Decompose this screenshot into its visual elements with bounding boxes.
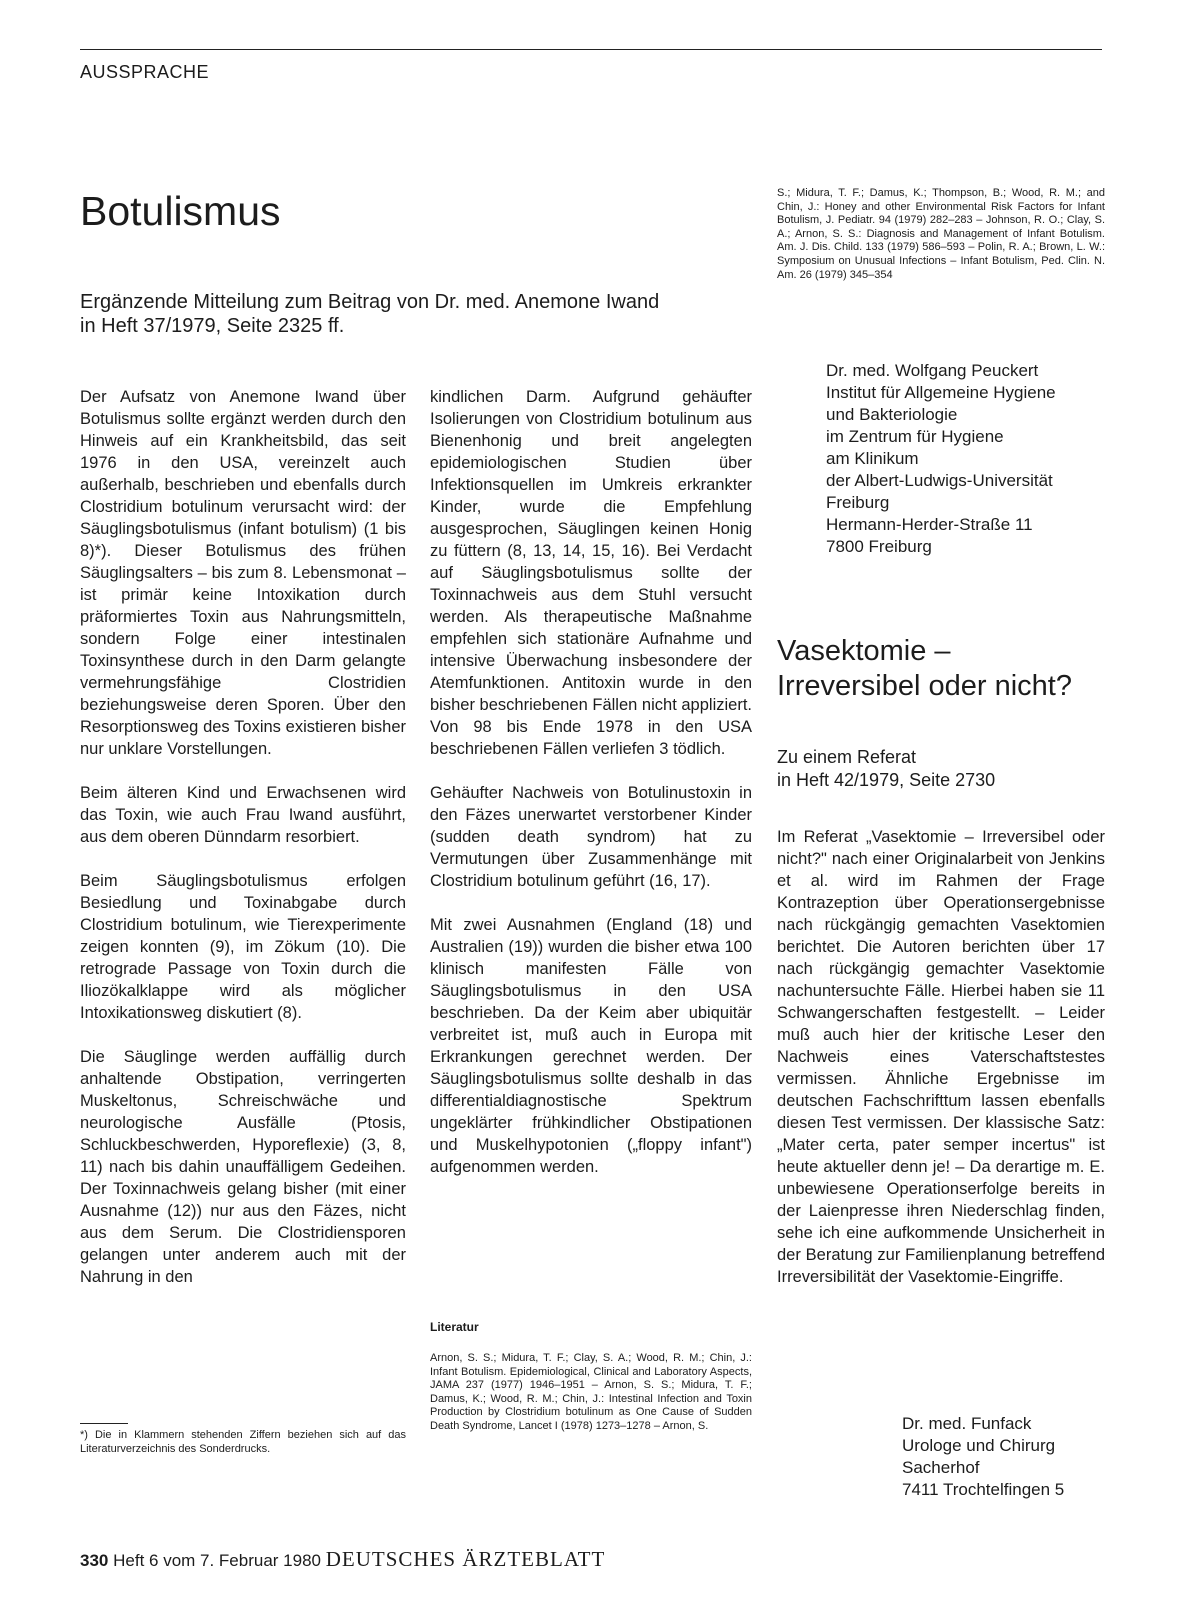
- article-title-vasektomie: [777, 634, 1072, 704]
- address-line: am Klinikum: [826, 449, 919, 468]
- address-line: und Bakteriologie: [826, 405, 958, 424]
- subtitle-line: Zu einem Referat: [777, 747, 917, 767]
- title-line: Vasektomie –: [777, 635, 951, 667]
- page-number: 330: [80, 1551, 109, 1570]
- journal-name: DEUTSCHES ÄRZTEBLATT: [325, 1547, 606, 1571]
- address-line: Dr. med. Funfack: [902, 1414, 1032, 1433]
- address-line: Dr. med. Wolfgang Peuckert: [826, 361, 1039, 380]
- issue-info: Heft 6 vom 7. Februar 1980: [113, 1551, 321, 1570]
- author-address-peuckert: [826, 360, 1056, 558]
- section-label: AUSSPRACHE: [80, 62, 210, 82]
- article-column-3: [777, 826, 1105, 1310]
- address-line: Sacherhof: [902, 1458, 980, 1477]
- address-line: der Albert-Ludwigs-Universität: [826, 471, 1053, 490]
- article-subtitle-botulismus: [80, 290, 760, 338]
- address-line: Urologe und Chirurg: [902, 1436, 1056, 1455]
- paragraph: Gehäufter Nachweis von Botulinustoxin in den Fäzes unerwartet verstorbener Kinder (sudden death syndrom) hat zu Vermutungen über Zusammenhänge mit Clostridium botulinum geführt (16, 17).: [430, 784, 752, 890]
- paragraph: Beim Säuglingsbotulismus erfolgen Besiedlung und Toxinabgabe durch Clostridium botulinum, wie Tierexperimente zeigen konnten (9), im Zökum (10). Die retrograde Passage von Toxin durch die Iliozökalklappe wird als möglicher Intoxikationsweg diskutiert (8).: [80, 872, 406, 1022]
- article-title-botulismus: Botulismus: [80, 188, 281, 234]
- paragraph: Beim älteren Kind und Erwachsenen wird das Toxin, wie auch Frau Iwand ausführt, aus dem oberen Dünndarm resorbiert.: [80, 784, 406, 846]
- address-line: Freiburg: [826, 493, 890, 512]
- article-column-2: [430, 386, 752, 1200]
- literature-list: Arnon, S. S.; Midura, T. F.; Clay, S. A.; Wood, R. M.; Chin, J.: Infant Botulism. Epidemiological, Clinical and Laboratory Aspects, JAMA 237 (1977) 1946–1951 – Arnon, S. S.; Midura, T. F.; Damus, K.; Wood, R. M.; Chin, J.: Intestinal Infection and Toxin Production by Clostridium botulinum as One Cause of Sudden Death Syndrome, Lancet I (1978) 1273–1278 – Arnon, S.: [430, 1352, 752, 1432]
- subtitle-line: in Heft 37/1979, Seite 2325 ff.: [80, 315, 345, 337]
- literature-continued: S.; Midura, T. F.; Damus, K.; Thompson, B.; Wood, R. M.; and Chin, J.: Honey and other Environmental Risk Factors for Infant Botulism, J. Pediatr. 94 (1979) 282–283 – Johnson, R. O.; Clay, S. A.; Arnon, S. S.: Diagnosis and Management of Infant Botulism. Am. J. Dis. Child. 133 (1979) 586–593 – Polin, R. A.; Brown, L. W.: Symposium on Unusual Infections – Infant Botulism, Ped. Clin. N. Am. 26 (1979) 345–354: [777, 187, 1105, 281]
- paragraph: Die Säuglinge werden auffällig durch anhaltende Obstipation, verringerten Muskeltonus, Schreischwäche und neurologische Ausfälle (Ptosis, Schluckbeschwerden, Hyporeflexie) (3, 8, 11) nach bis dahin unauffälligem Gedeihen. Der Toxinnachweis gelang bisher (mit einer Ausnahme (12)) nur aus den Fäzes, nicht aus dem Serum. Die Clostridiensporen gelangen unter anderem auch mit der Nahrung in den: [80, 1048, 406, 1286]
- article-subtitle-vasektomie: [777, 746, 995, 792]
- header-rule: [80, 49, 1102, 50]
- address-line: 7800 Freiburg: [826, 537, 932, 556]
- subtitle-line: Ergänzende Mitteilung zum Beitrag von Dr. med. Anemone Iwand: [80, 291, 660, 313]
- address-line: 7411 Trochtelfingen 5: [902, 1480, 1065, 1499]
- address-line: im Zentrum für Hygiene: [826, 427, 1004, 446]
- title-line: Irreversibel oder nicht?: [777, 670, 1072, 702]
- article-column-1: [80, 386, 406, 1310]
- page-footer: [80, 1547, 605, 1572]
- paragraph: Im Referat „Vasektomie – Irreversibel oder nicht?" nach einer Originalarbeit von Jenkins et al. wird im Rahmen der Frage Kontrazeption über Operationsergebnisse nach rückgängig gemachten Vasektomien berichtet. Die Autoren berichten über 17 nach rückgängig gemachter Vasektomie nachuntersuchte Fälle. Hierbei haben sie 11 Schwangerschaften festgestellt. – Leider muß auch hier der kritische Leser den Nachweis eines Vaterschaftstestes vermissen. Ähnliche Ergebnisse im deutschen Fachschrifttum lassen ebenfalls diesen Test vermissen. Der klassische Satz: „Mater certa, pater semper incertus" ist heute aktueller denn je! – Da derartige m. E. unbewiesene Operationserfolge bereits in der Laienpresse ihren Niederschlag finden, sehe ich eine aufkommende Unsicherheit in der Beratung zur Familienplanung betreffend Irreversibilität der Vasektomie-Eingriffe.: [777, 828, 1105, 1286]
- literature-heading: Literatur: [430, 1320, 479, 1334]
- paragraph: kindlichen Darm. Aufgrund gehäufter Isolierungen von Clostridium botulinum aus Bienenhonig und breit angelegten epidemiologischen Studien über Infektionsquellen im Umkreis erkrankter Kinder, wurde die Empfehlung ausgesprochen, Säuglingen keinen Honig zu füttern (8, 13, 14, 15, 16). Bei Verdacht auf Säuglingsbotulismus sollte der Toxinnachweis aus dem Stuhl versucht werden. Als therapeutische Maßnahme empfehlen sich stationäre Aufnahme und intensive Überwachung insbesondere der Atemfunktionen. Antitoxin wurde in den bisher beschriebenen Fällen nicht appliziert. Von 98 bis Ende 1978 in den USA beschriebenen Fällen verliefen 3 tödlich.: [430, 388, 752, 758]
- paragraph: Mit zwei Ausnahmen (England (18) und Australien (19)) wurden die bisher etwa 100 klinisch manifesten Fälle von Säuglingsbotulismus in den USA beschrieben. Da der Keim aber ubiquitär verbreitet ist, muß auch in Europa mit Erkrankungen gerechnet werden. Der Säuglingsbotulismus sollte deshalb in das differentialdiagnostische Spektrum ungeklärter frühkindlicher Obstipationen und Muskelhypotonien („floppy infant") aufgenommen werden.: [430, 916, 752, 1176]
- paragraph: Der Aufsatz von Anemone Iwand über Botulismus sollte ergänzt werden durch den Hinweis auf ein Krankheitsbild, das seit 1976 in den USA, vereinzelt auch außerhalb, beschrieben und ebenfalls durch Clostridium botulinum verursacht wird: der Säuglingsbotulismus (infant botulism) (1 bis 8)*). Dieser Botulismus des frühen Säuglingsalters – bis zum 8. Lebensmonat – ist primär keine Intoxikation durch präformiertes Toxin aus Nahrungsmitteln, sondern Folge einer intestinalen Toxinsynthese durch in den Darm gelangte vermehrungsfähige Clostridien beziehungsweise deren Sporen. Über den Resorptionsweg des Toxins existieren bisher nur unklare Vorstellungen.: [80, 388, 406, 758]
- footnote: *) Die in Klammern stehenden Ziffern beziehen sich auf das Literaturverzeichnis des Sonderdrucks.: [80, 1429, 406, 1455]
- address-line: Hermann-Herder-Straße 11: [826, 515, 1033, 534]
- footnote-rule: [80, 1423, 128, 1424]
- subtitle-line: in Heft 42/1979, Seite 2730: [777, 770, 996, 790]
- address-line: Institut für Allgemeine Hygiene: [826, 383, 1056, 402]
- author-address-funfack: [902, 1413, 1064, 1501]
